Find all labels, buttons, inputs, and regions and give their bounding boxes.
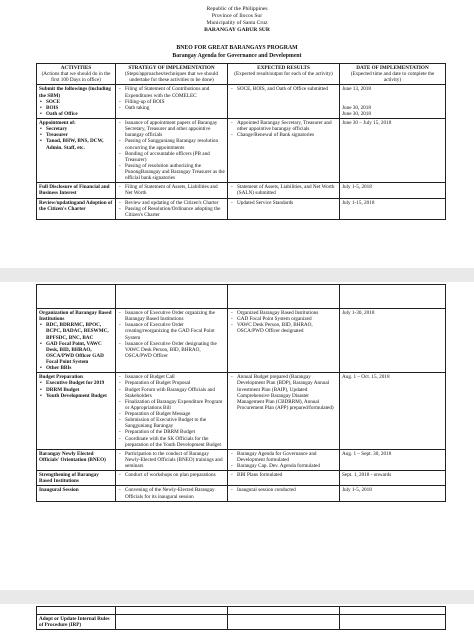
strategy-list — [118, 184, 225, 196]
activity-cell — [37, 373, 116, 450]
activity-items — [39, 380, 113, 398]
program-title: BNEO FOR GREAT BARANGAYS PROGRAM — [176, 45, 298, 51]
date-text: June 30 – July 15, 2018 — [342, 120, 392, 126]
results-list — [230, 120, 337, 138]
date-cell — [340, 615, 446, 630]
agenda-table-part-1 — [36, 63, 446, 220]
table-row — [37, 471, 446, 486]
results-cell — [228, 486, 340, 501]
list-item: • Youth Development Budget — [39, 393, 113, 399]
table-row — [37, 183, 446, 198]
col-header-activities — [37, 64, 116, 85]
list-item: - BBI Plans formulated — [230, 472, 337, 478]
list-item: • Oath of Office — [39, 111, 113, 117]
results-list — [230, 487, 337, 493]
list-item: - Preparation of Budget Message — [118, 411, 225, 417]
list-item: - Preparation of Budget Proposal — [118, 380, 225, 386]
activity-title: Appointment of: — [39, 120, 76, 126]
activity-title: Adopt or Update Internal Rules of Procedure (IRP) — [39, 616, 110, 629]
results-list — [230, 200, 337, 206]
strategy-cell — [116, 183, 228, 198]
strategy-cell — [116, 486, 228, 501]
blank-row — [37, 607, 446, 615]
list-item: - Issuance of appointment papers of Barangay Secretary, Treasurer and other appointive barangay officials — [118, 120, 225, 138]
agenda-table-part-2 — [36, 284, 446, 502]
list-item: - Inaugural session conducted — [230, 487, 337, 493]
activity-cell — [37, 85, 116, 119]
date-text: June 13, 2018 — [342, 86, 371, 93]
activity-cell — [37, 198, 116, 219]
activity-items — [39, 99, 113, 117]
col-header-strategy — [116, 64, 228, 85]
list-item: - VAWC Desk Person, BID, BHRAO, OSCA/PWD Officer designated — [230, 322, 337, 334]
date-text: July 1-5, 2018 — [342, 184, 372, 191]
date-text: July 1-30, 2018 — [342, 310, 375, 316]
agenda-table-part-3 — [36, 606, 446, 630]
date-cell — [340, 309, 446, 373]
strategy-cell — [116, 85, 228, 119]
list-item: - Preparation of the DRRM Budget — [118, 429, 225, 435]
activity-cell — [37, 119, 116, 183]
list-item: - Finalization of Barangay Expenditure Program or Appropriations Bill — [118, 399, 225, 411]
activity-title: Full Disclosure of Financial and Business Interest — [39, 184, 110, 197]
activity-title: Budget Preparation — [39, 374, 83, 381]
results-cell — [228, 373, 340, 450]
results-cell — [228, 615, 340, 630]
list-item: - Barangay Agenda for Governance and Development formulated — [230, 451, 337, 463]
activity-title: Strengthening of Barangay Based Institutions — [39, 472, 99, 485]
results-list — [230, 374, 337, 411]
strategy-cell — [116, 373, 228, 450]
list-item: - Passing of resolution authorizing the PunongBarangay and Barangay Treasurer as the official bank signatories — [118, 163, 225, 181]
table-row — [37, 615, 446, 630]
activity-title: Inaugural Session — [39, 487, 79, 494]
results-cell — [228, 471, 340, 486]
list-item: • Treasurer — [39, 132, 113, 138]
strategy-cell — [116, 615, 228, 630]
list-item: - Filling-up of BOIS — [118, 99, 225, 105]
date-cell — [340, 183, 446, 198]
strategy-list — [118, 86, 225, 111]
results-list — [230, 86, 337, 92]
date-text: June 30, 2018 — [342, 104, 371, 111]
col-header-results — [228, 64, 340, 85]
date-text: July 1-5, 2018 — [342, 487, 372, 494]
col-title: DATE OF IMPLEMENTATION — [356, 65, 429, 71]
list-item: • SOCE — [39, 99, 113, 105]
col-subtitle: (Actions that we should do in the first 100 Days in office) — [41, 71, 111, 84]
results-list — [230, 451, 337, 469]
activity-items — [39, 322, 113, 371]
table-row — [37, 449, 446, 470]
results-list — [230, 472, 337, 478]
list-item: - Updated Service Standards — [230, 200, 337, 206]
letterhead-municipality: Municipality of Santa Cruz — [206, 19, 268, 26]
list-item: - Conduct of workshops on plan preparations — [118, 472, 225, 478]
activity-cell — [37, 449, 116, 470]
list-item: - Change/Renewal of Bank signatories — [230, 132, 337, 138]
list-item: - Annual Budget prepared (Barangay Development Plan (BDP), Barangay Annual Investment Plan (BAIP), Updated Comprehensive Barangay Disaster Management Plan (CBDRRM), Annual Procurement Plan (APP) prepared/formulated) — [230, 374, 337, 411]
page-break — [0, 268, 474, 282]
col-header-date — [340, 64, 446, 85]
list-item: - Convening of the Newly-Elected Barangay Officials for its inaugural session — [118, 487, 225, 499]
results-list — [230, 310, 337, 335]
list-item: - GAD Focal Point System organized — [230, 316, 337, 322]
list-item: • GAD Focal Point, VAWC Desk, BID, BHRAO, OSCA/PWD Officer GAD Focal Point System — [39, 341, 113, 366]
list-item: - Appointed Barangay Secretary, Treasurer and other appointive barangay officials — [230, 120, 337, 132]
table-row — [37, 486, 446, 501]
results-cell — [228, 198, 340, 219]
results-cell — [228, 85, 340, 119]
date-cell — [340, 449, 446, 470]
spacer — [342, 93, 443, 105]
blank-row — [37, 285, 446, 309]
letterhead-province: Province of Ilocos Sur — [211, 12, 263, 19]
strategy-cell — [116, 198, 228, 219]
strategy-list — [118, 487, 225, 499]
activity-cell — [37, 615, 116, 630]
activity-cell — [37, 486, 116, 501]
list-item: • Secretary — [39, 126, 113, 132]
list-item: - Budget Forum with Barangay Officials and Stakeholders — [118, 387, 225, 399]
agenda-title: Barangay Agenda for Governance and Development — [172, 52, 302, 59]
activity-title: Barangay Newly Elected Officials' Orientation (BNEO) — [39, 450, 106, 463]
list-item: • BDC, BDRRMC, BPOC, BCPC, BADAC, BESWMC, BPFSDC, BNC, BAC — [39, 322, 113, 340]
date-cell — [340, 85, 446, 119]
col-subtitle: (Expected result/output for each of the activity) — [234, 71, 333, 78]
page-break — [0, 590, 474, 604]
strategy-cell — [116, 119, 228, 183]
activity-title: Review/updatingand Adoption of the Citizen's Charter — [39, 199, 113, 212]
results-cell — [228, 119, 340, 183]
date-cell — [340, 373, 446, 450]
date-cell — [340, 198, 446, 219]
letterhead-republic: Republic of the Philippines — [206, 6, 268, 12]
activity-items — [39, 126, 113, 151]
date-text: Sept. 1, 2018 - onwards — [342, 472, 392, 479]
list-item: - Issuance of Budget Call — [118, 374, 225, 380]
list-item: • Other BBIs — [39, 365, 113, 371]
table-row — [37, 309, 446, 373]
results-cell — [228, 449, 340, 470]
date-text: Aug. 1 – Oct. 15, 2018 — [342, 374, 390, 381]
list-item: - Participation to the conduct of Barangay Newly-Elected Officials (BNEO) trainings and seminars — [118, 451, 225, 469]
list-item: • DRRM Budget — [39, 387, 113, 393]
list-item: - Issuance of Executive Order organizing the Barangay Based Institutions — [118, 310, 225, 322]
activity-cell — [37, 309, 116, 373]
letterhead-barangay: BARANGAY GABUR SUR — [204, 26, 270, 33]
table-row — [37, 85, 446, 119]
list-item: - Passing of Resolution/Ordinance adopting the Citizen's Charter — [118, 206, 225, 218]
table-row — [37, 198, 446, 219]
list-item: • Tanod, BHW, BNS, DCW, Admin. Staff, etc. — [39, 138, 113, 150]
letterhead — [0, 6, 474, 34]
strategy-list — [118, 374, 225, 448]
list-item: - Filing of Statement of Contributions and Expenditures with the COMELEC — [118, 86, 225, 98]
list-item: - SOCE, BOIS, and Oath of Office submitted — [230, 86, 337, 92]
strategy-list — [118, 451, 225, 469]
list-item: - Statement of Assets, Liabilities, and Net Worth (SALN) submitted — [230, 184, 337, 196]
col-title: ACTIVITIES — [60, 65, 92, 71]
date-cell — [340, 486, 446, 501]
strategy-list — [118, 120, 225, 181]
list-item: - Submission of Executive Budget to the Sangguniang Barangay — [118, 417, 225, 429]
list-item: - Issuance of Executive Order creating/reorganizing the GAD Focal Point System — [118, 322, 225, 340]
list-item: - Oath taking — [118, 105, 225, 111]
date-text: Aug. 1 – Sept. 30, 2018 — [342, 450, 392, 457]
date-text: July 1-15, 2018 — [342, 199, 375, 206]
list-item: - Review and updating of the Citizen's Charter — [118, 200, 225, 206]
strategy-cell — [116, 471, 228, 486]
activity-title: Submit the followings (including the SBM) — [39, 86, 111, 99]
results-cell — [228, 183, 340, 198]
activity-cell — [37, 183, 116, 198]
list-item: - Barangay Cap. Dev. Agenda formulated — [230, 463, 337, 469]
activity-title: Organization of Barangay Based Institutions — [39, 310, 112, 323]
strategy-list — [118, 472, 225, 478]
table-row — [37, 119, 446, 183]
results-list — [230, 184, 337, 196]
table-header-row — [37, 64, 446, 85]
list-item: • Executive Budget for 2019 — [39, 380, 113, 386]
col-title: STRATEGY OF IMPLEMENTATION — [128, 65, 215, 71]
list-item: - Issuance of Executive Order designating the VAWC Desk Person, BID, BHRAO, OSCA/PWD Officer — [118, 341, 225, 359]
list-item: - Coordinate with the SK Officials for the preparation of the Youth Development Budget — [118, 436, 225, 448]
document-title — [0, 45, 474, 60]
col-subtitle: (Steps/approaches/techniques that we should undertake for these activities to be done) — [125, 71, 218, 84]
table-row — [37, 373, 446, 450]
strategy-cell — [116, 309, 228, 373]
date-text: June 30, 2018 — [342, 110, 371, 117]
list-item: • BOIS — [39, 105, 113, 111]
list-item: - Filing of Statement of Assets, Liabilities and Net Worth — [118, 184, 225, 196]
col-title: EXPECTED RESULTS — [257, 65, 310, 71]
list-item: - Passing of Sangguniang Barangay resolution concurring the appointments — [118, 138, 225, 150]
activity-cell — [37, 471, 116, 486]
list-item: - Bonding of accountable officers (PB and Treasurer) — [118, 151, 225, 163]
strategy-list — [118, 200, 225, 218]
date-cell — [340, 471, 446, 486]
results-cell — [228, 309, 340, 373]
date-cell — [340, 119, 446, 183]
col-subtitle: (Expected time and date to complete the activity) — [350, 71, 435, 84]
strategy-cell — [116, 449, 228, 470]
list-item: - Organized Barangay Based Institutions — [230, 310, 337, 316]
strategy-list — [118, 310, 225, 359]
